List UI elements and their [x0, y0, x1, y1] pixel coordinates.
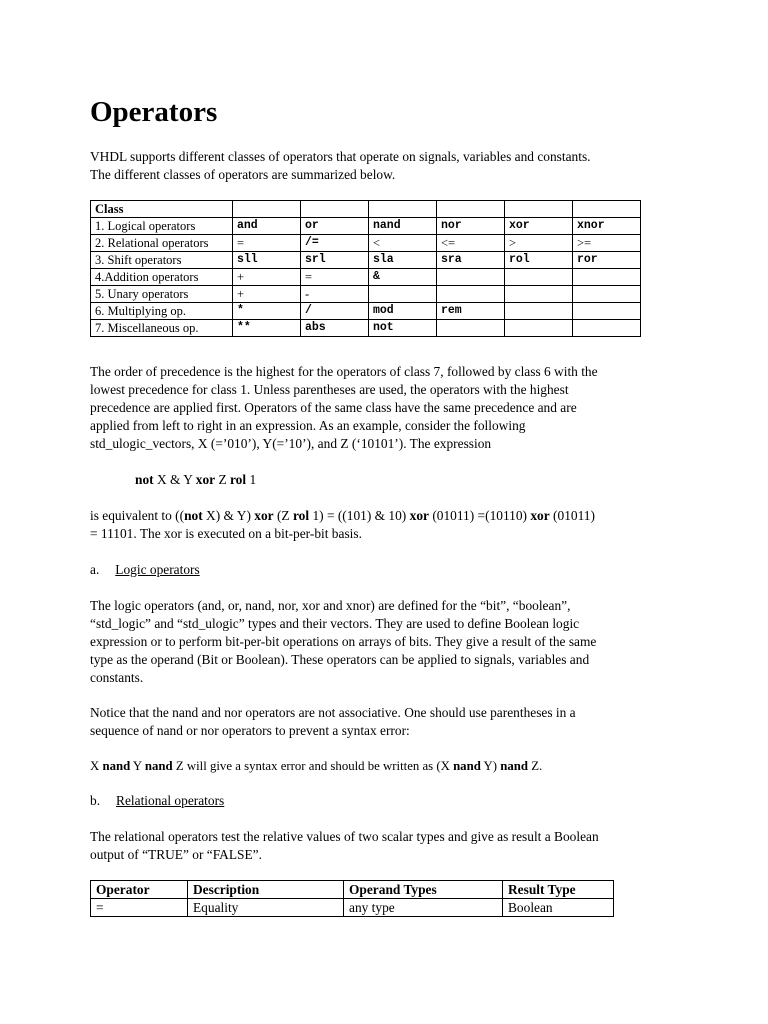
operator-cell — [505, 269, 573, 286]
logic-line: The logic operators (and, or, nand, nor, xor and xnor) are defined for the “bit”, “boolean”, — [90, 598, 571, 613]
table-cell: Boolean — [503, 899, 614, 917]
operator-cell: rol — [505, 252, 573, 269]
column-header: Result Type — [503, 881, 614, 899]
precedence-line: precedence are applied first. Operators of the same class have the same precedence and are — [90, 400, 577, 415]
operator-cell: = — [233, 235, 301, 252]
operator-cell — [437, 286, 505, 303]
relational-operators-table — [90, 880, 614, 917]
class-name: 7. Miscellaneous op. — [91, 320, 233, 337]
operator-cell: + — [233, 286, 301, 303]
equivalent-line: is equivalent to ((not X) & Y) xor (Z rol 1) = ((101) & 10) xor (01011) =(10110) xor (01011) — [90, 508, 595, 523]
operator-cell: srl — [301, 252, 369, 269]
operator-cell: and — [233, 218, 301, 235]
operator-cell: xnor — [573, 218, 641, 235]
column-header: Operator — [91, 881, 188, 899]
operator-cell: > — [505, 235, 573, 252]
intro-line-1: VHDL supports different classes of operators that operate on signals, variables and constants. — [90, 149, 591, 164]
operator-cell: & — [369, 269, 437, 286]
class-name: 1. Logical operators — [91, 218, 233, 235]
operator-cell: >= — [573, 235, 641, 252]
operator-class-table — [90, 200, 641, 337]
table-row — [91, 201, 641, 218]
operator-cell: sla — [369, 252, 437, 269]
notice-line: Notice that the nand and nor operators are not associative. One should use parentheses in a — [90, 705, 576, 720]
class-name: 2. Relational operators — [91, 235, 233, 252]
expression-example: not X & Y xor Z rol 1 — [135, 472, 257, 487]
table-row — [91, 218, 641, 235]
table-row — [91, 286, 641, 303]
operator-cell — [437, 269, 505, 286]
operator-cell: + — [233, 269, 301, 286]
operator-cell: /= — [301, 235, 369, 252]
operator-cell — [437, 320, 505, 337]
operator-cell: * — [233, 303, 301, 320]
table-cell: any type — [344, 899, 503, 917]
operator-cell — [573, 303, 641, 320]
precedence-line: The order of precedence is the highest for the operators of class 7, followed by class 6 with the — [90, 364, 598, 379]
operator-cell — [369, 286, 437, 303]
operator-cell — [573, 269, 641, 286]
page-title: Operators — [90, 96, 218, 128]
operator-cell — [573, 286, 641, 303]
nand-example: X nand Y nand Z will give a syntax error and should be written as (X nand Y) nand Z. — [90, 759, 543, 773]
operator-cell: ** — [233, 320, 301, 337]
operator-cell: ror — [573, 252, 641, 269]
logic-line: type as the operand (Bit or Boolean). These operators can be applied to signals, variables and — [90, 652, 590, 667]
logic-line: expression or to perform bit-per-bit operations on arrays of bits. They give a result of the same — [90, 634, 597, 649]
operator-cell: - — [301, 286, 369, 303]
intro-line-2: The different classes of operators are summarized below. — [90, 167, 396, 182]
operator-cell: < — [369, 235, 437, 252]
operator-cell — [505, 303, 573, 320]
precedence-line: lowest precedence for class 1. Unless parentheses are used, the operators with the highest — [90, 382, 569, 397]
section-a-heading: a. Logic operators — [90, 562, 200, 577]
logic-line: constants. — [90, 670, 144, 685]
relational-line: The relational operators test the relative values of two scalar types and give as result a Boolean — [90, 829, 599, 844]
table-row — [91, 881, 614, 899]
logic-line: “std_logic” and “std_ulogic” types and their vectors. They are used to define Boolean logic — [90, 616, 580, 631]
table-cell: = — [91, 899, 188, 917]
relational-line: output of “TRUE” or “FALSE”. — [90, 847, 262, 862]
operator-cell: = — [301, 269, 369, 286]
table-row — [91, 303, 641, 320]
column-header: Description — [188, 881, 344, 899]
notice-line: sequence of nand or nor operators to prevent a syntax error: — [90, 723, 410, 738]
class-header: Class — [91, 201, 233, 218]
column-header: Operand Types — [344, 881, 503, 899]
operator-cell: rem — [437, 303, 505, 320]
table-row — [91, 320, 641, 337]
table-row — [91, 899, 614, 917]
precedence-line: std_ulogic_vectors, X (=’010’), Y(=’10’), and Z (‘10101’). The expression — [90, 436, 492, 451]
operator-cell — [505, 286, 573, 303]
operator-cell: sra — [437, 252, 505, 269]
operator-cell — [505, 320, 573, 337]
class-name: 5. Unary operators — [91, 286, 233, 303]
operator-cell: / — [301, 303, 369, 320]
equivalent-line-2: = 11101. The xor is executed on a bit-per-bit basis. — [90, 526, 362, 541]
operator-cell: nor — [437, 218, 505, 235]
operator-cell: xor — [505, 218, 573, 235]
operator-cell: abs — [301, 320, 369, 337]
section-b-heading: b. Relational operators — [90, 793, 225, 808]
operator-cell: not — [369, 320, 437, 337]
operator-cell: sll — [233, 252, 301, 269]
class-name: 4.Addition operators — [91, 269, 233, 286]
table-row — [91, 235, 641, 252]
operator-cell — [573, 320, 641, 337]
operator-cell: <= — [437, 235, 505, 252]
operator-cell: or — [301, 218, 369, 235]
precedence-line: applied from left to right in an expression. As an example, consider the following — [90, 418, 526, 433]
class-name: 6. Multiplying op. — [91, 303, 233, 320]
table-row — [91, 269, 641, 286]
table-row — [91, 252, 641, 269]
class-name: 3. Shift operators — [91, 252, 233, 269]
operator-cell: mod — [369, 303, 437, 320]
table-cell: Equality — [188, 899, 344, 917]
operator-cell: nand — [369, 218, 437, 235]
